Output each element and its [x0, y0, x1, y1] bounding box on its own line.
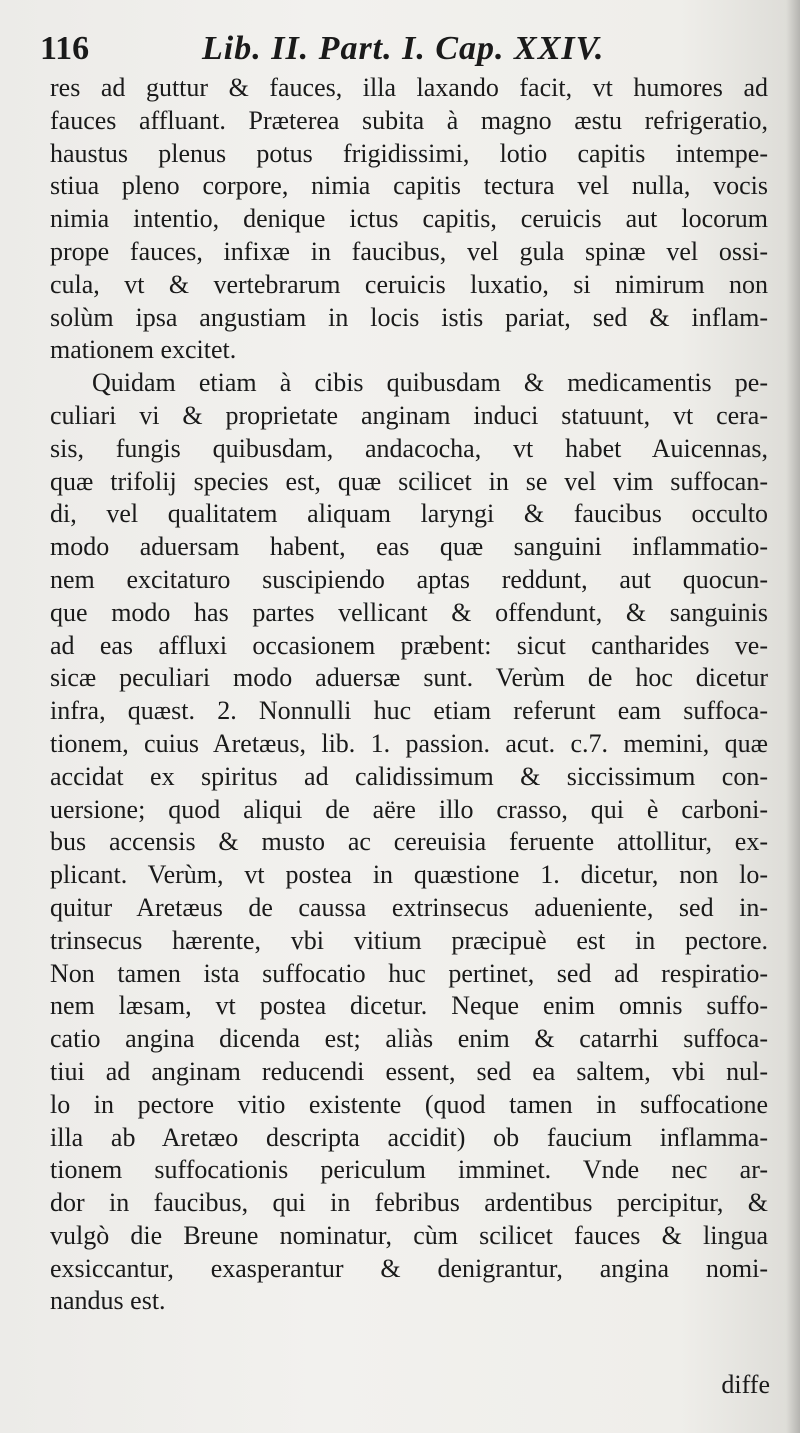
text-line: sicæ peculiari modo aduersæ sunt. Verùm de hoc dicetur [50, 663, 768, 693]
text-line: nandus est. [50, 1286, 166, 1316]
text-line: lo in pectore vitio existente (quod tamen in suffocatione [50, 1089, 768, 1119]
text-line: vulgò die Breune nominatur, cùm scilicet fauces & lingua [50, 1220, 768, 1250]
text-line: nem læsam, vt postea dicetur. Neque enim omnis suffo- [50, 991, 768, 1021]
text-line: solùm ipsa angustiam in locis istis pariat, sed & inflam- [50, 302, 768, 332]
text-line: illa ab Aretæo descripta accidit) ob faucium inflamma- [50, 1122, 768, 1152]
text-line: ad eas affluxi occasionem præbent: sicut cantharides ve- [50, 630, 768, 660]
text-line: fauces affluant. Præterea subita à magno æstu refrigeratio, [50, 105, 768, 135]
text-line: prope fauces, infixæ in faucibus, vel gula spinæ vel ossi- [50, 236, 768, 266]
text-line: di, vel qualitatem aliquam laryngi & faucibus occulto [50, 499, 768, 529]
catchword: diffe [721, 1370, 770, 1399]
running-title: Lib. II. Part. I. Cap. XXIV. [202, 30, 605, 67]
text-line: uersione; quod aliqui de aëre illo crasso, qui è carboni- [50, 794, 768, 824]
text-line: Non tamen ista suffocatio huc pertinet, sed ad respiratio- [50, 958, 768, 988]
text-line: exsiccantur, exasperantur & denigrantur, angina nomi- [50, 1253, 768, 1283]
text-line: nimia intentio, denique ictus capitis, ceruicis aut locorum [50, 204, 768, 234]
body-text [50, 72, 768, 1318]
page-edge-shadow [786, 0, 800, 1433]
paragraph-first-line: Quidam etiam à cibis quibusdam & medicamentis pe- [92, 368, 768, 398]
text-line: mationem excitet. [50, 335, 237, 365]
text-line: trinsecus hærente, vbi vitium præcipuè est in pectore. [50, 925, 768, 955]
text-line: tionem, cuius Aretæus, lib. 1. passion. acut. c.7. memini, quæ [50, 728, 768, 758]
text-line: quitur Aretæus de caussa extrinsecus adueniente, sed in- [50, 892, 768, 922]
text-line: que modo has partes vellicant & offendunt, & sanguinis [50, 597, 768, 627]
text-line: dor in faucibus, qui in febribus ardentibus percipitur, & [50, 1188, 768, 1218]
text-line: catio angina dicenda est; aliàs enim & catarrhi suffoca- [50, 1024, 768, 1054]
text-line: nem excitaturo suscipiendo aptas reddunt, aut quocun- [50, 564, 768, 594]
text-line: tionem suffocationis periculum imminet. Vnde nec ar- [50, 1155, 768, 1185]
text-line: plicant. Verùm, vt postea in quæstione 1. dicetur, non lo- [50, 860, 768, 890]
text-line: res ad guttur & fauces, illa laxando facit, vt humores ad [50, 73, 768, 102]
text-line: sis, fungis quibusdam, andacocha, vt habet Auicennas, [50, 433, 768, 463]
text-line: cula, vt & vertebrarum ceruicis luxatio, si nimirum non [50, 269, 768, 299]
text-line: infra, quæst. 2. Nonnulli huc etiam referunt eam suffoca- [50, 696, 768, 726]
text-line: haustus plenus potus frigidissimi, lotio capitis intempe- [50, 138, 768, 168]
text-line: stiua pleno corpore, nimia capitis tectura vel nulla, vocis [50, 171, 768, 201]
page-header [40, 30, 740, 74]
text-line: accidat ex spiritus ad calidissimum & siccissimum con- [50, 761, 768, 791]
text-line: modo aduersam habent, eas quæ sanguini inflammatio- [50, 532, 768, 562]
text-line: culiari vi & proprietate anginam induci statuunt, vt cera- [50, 400, 768, 430]
text-line: tiui ad anginam reducendi essent, sed ea saltem, vbi nul- [50, 1056, 768, 1086]
text-line: quæ trifolij species est, quæ scilicet in se vel vim suffocan- [50, 466, 768, 496]
page-number: 116 [40, 30, 90, 67]
text-line: bus accensis & musto ac cereuisia feruente attollitur, ex- [50, 827, 768, 857]
